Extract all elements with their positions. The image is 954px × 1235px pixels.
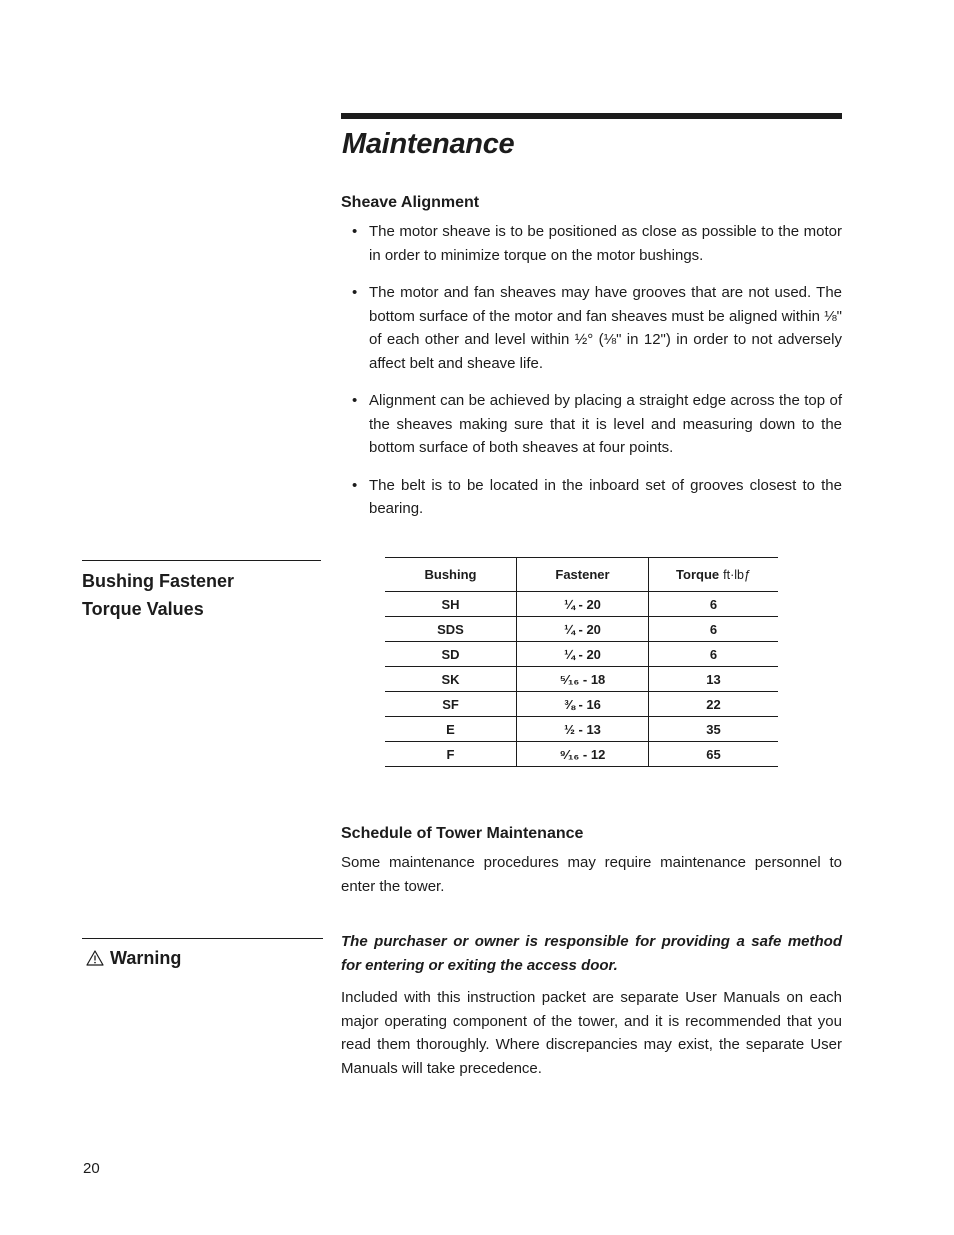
section-divider bbox=[82, 560, 321, 561]
cell-bushing: SH bbox=[385, 592, 517, 617]
cell-fastener: ¼ - 20 bbox=[517, 617, 649, 642]
cell-bushing: SD bbox=[385, 642, 517, 667]
page-number: 20 bbox=[83, 1160, 100, 1177]
schedule-heading: Schedule of Tower Maintenance bbox=[341, 825, 584, 842]
cell-torque: 6 bbox=[649, 617, 779, 642]
warning-label: Warning bbox=[110, 948, 182, 968]
cell-bushing: SF bbox=[385, 692, 517, 717]
cell-bushing: E bbox=[385, 717, 517, 742]
table-row bbox=[385, 642, 778, 667]
list-item: • Alignment can be achieved by placing a straight edge across the top of the sheaves making sure that it is level and measuring down to the bottom surface of both sheaves at four points. bbox=[350, 389, 842, 460]
bushing-torque-heading bbox=[82, 567, 234, 623]
cell-torque: 35 bbox=[649, 717, 779, 742]
cell-bushing: F bbox=[385, 742, 517, 767]
schedule-intro: Some maintenance procedures may require maintenance personnel to enter the tower. bbox=[341, 854, 842, 895]
cell-fastener: ½ - 13 bbox=[517, 717, 649, 742]
page-title: Maintenance bbox=[342, 128, 515, 160]
title-rule bbox=[341, 113, 842, 119]
cell-fastener: ¼ - 20 bbox=[517, 592, 649, 617]
cell-fastener: ⁹⁄₁₆ - 12 bbox=[517, 742, 649, 767]
table-row bbox=[385, 592, 778, 617]
cell-fastener: ⅜ - 16 bbox=[517, 692, 649, 717]
table-row bbox=[385, 742, 778, 767]
warning-heading bbox=[86, 944, 181, 974]
sheave-alignment-list bbox=[350, 220, 842, 535]
bushing-torque-heading-line1: Bushing Fastener bbox=[82, 571, 235, 591]
cell-torque: 13 bbox=[649, 667, 779, 692]
column-header-torque bbox=[649, 558, 779, 592]
list-item: • The belt is to be located in the inboard set of grooves closest to the bearing. bbox=[350, 474, 842, 521]
sheave-alignment-heading: Sheave Alignment bbox=[341, 194, 480, 211]
column-header-bushing: Bushing bbox=[385, 558, 517, 592]
cell-torque: 65 bbox=[649, 742, 779, 767]
bushing-torque-heading-line2: Torque Values bbox=[82, 599, 204, 619]
cell-torque: 22 bbox=[649, 692, 779, 717]
cell-fastener: ¼ - 20 bbox=[517, 642, 649, 667]
table-row bbox=[385, 667, 778, 692]
table-row bbox=[385, 617, 778, 642]
torque-table bbox=[385, 557, 778, 767]
warning-text: The purchaser or owner is responsible for providing a safe method for entering or exiting the access door. bbox=[341, 933, 842, 974]
cell-torque: 6 bbox=[649, 642, 779, 667]
column-header-fastener: Fastener bbox=[517, 558, 649, 592]
section-divider bbox=[82, 938, 323, 939]
cell-bushing: SK bbox=[385, 667, 517, 692]
table-row bbox=[385, 717, 778, 742]
cell-bushing: SDS bbox=[385, 617, 517, 642]
list-item: • The motor and fan sheaves may have grooves that are not used. The bottom surface of the motor and fan sheaves must be aligned within ⅛" of each other and level within ½° (⅛" in 12") in order to not adversely affect belt and sheave life. bbox=[350, 281, 842, 375]
torque-label: Torque bbox=[676, 567, 720, 582]
table-header-row bbox=[385, 558, 778, 592]
warning-triangle-icon bbox=[86, 946, 104, 974]
torque-unit: ft·lbƒ bbox=[723, 568, 751, 582]
table-row bbox=[385, 692, 778, 717]
list-item: • The motor sheave is to be positioned as close as possible to the motor in order to minimize torque on the motor bushings. bbox=[350, 220, 842, 267]
user-manuals-paragraph: Included with this instruction packet are separate User Manuals on each major operating component of the tower, and it is recommended that you read them thoroughly. Where discrepancies may exist, the separate User Manuals will take precedence. bbox=[341, 989, 842, 1077]
cell-torque: 6 bbox=[649, 592, 779, 617]
cell-fastener: ⁵⁄₁₆ - 18 bbox=[517, 667, 649, 692]
